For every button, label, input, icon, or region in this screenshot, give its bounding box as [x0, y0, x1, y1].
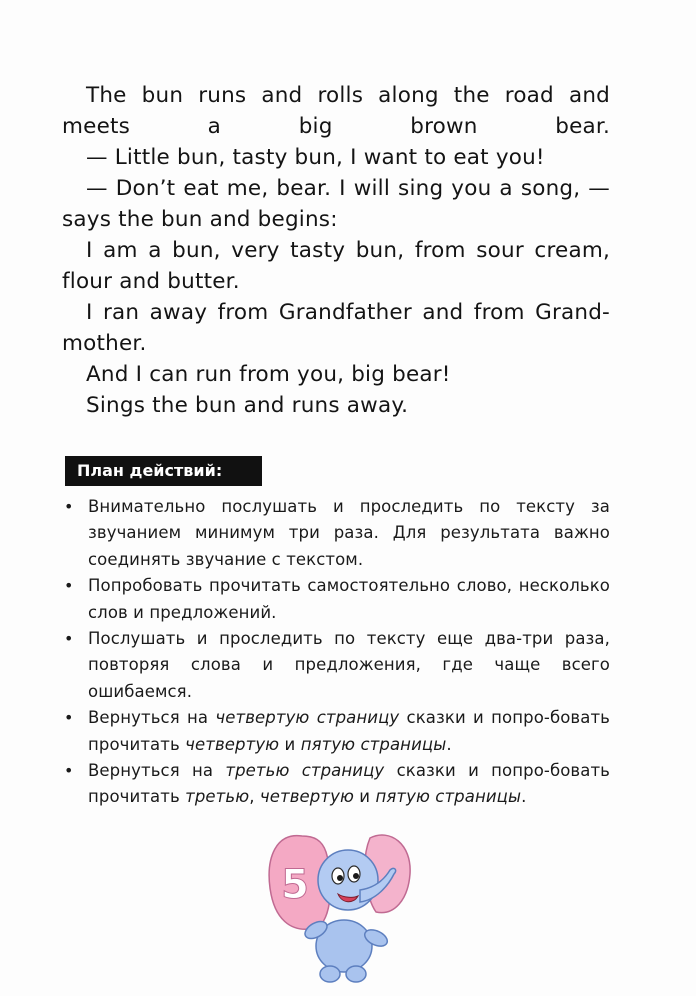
plan-item-text: Вернуться на — [88, 708, 216, 728]
story-line: — Little bun, tasty bun, I want to eat you! — [86, 145, 545, 170]
elephant-pupil — [337, 875, 343, 881]
plan-item — [62, 573, 610, 626]
plan-item-text: Попробовать прочитать самостоятельно слово, несколько слов и предложений. — [88, 576, 610, 622]
page-number: 5 — [281, 862, 309, 908]
bullet-icon: • — [64, 708, 74, 728]
plan-item-italic: пятую страницы — [375, 787, 522, 807]
story-text — [62, 80, 610, 421]
plan-item-text: , — [249, 787, 260, 807]
plan-item-italic: пятую страницы — [300, 734, 447, 754]
plan-item-text: сказки и попро-бовать прочитать — [88, 708, 610, 754]
plan-item-text: Внимательно послушать и проследить по тексту за звучанием минимум три раза. Для результата важно соединять звучание с текстом. — [88, 497, 610, 569]
elephant-mascot-icon — [262, 818, 418, 988]
elephant-pupil — [353, 873, 359, 879]
story-line: I am a bun, very tasty bun, from sour cream, flour and butter. — [62, 238, 610, 294]
bullet-icon: • — [64, 761, 74, 781]
bullet-icon: • — [64, 497, 74, 516]
plan-item-text: и — [279, 734, 301, 754]
plan-item-text: сказки и попро-бовать прочитать — [88, 761, 611, 807]
elephant-leg — [320, 966, 340, 982]
elephant-leg — [346, 966, 366, 982]
plan-item-italic: третью — [185, 787, 250, 807]
bullet-icon: • — [64, 576, 74, 596]
plan-item-italic: четвертую страницу — [215, 708, 400, 728]
plan-item-text: . — [446, 734, 452, 754]
story-line: I ran away from Grandfather and from Grand-mother. — [62, 300, 610, 356]
plan-item — [62, 494, 610, 573]
story-line: And I can run from you, big bear! — [86, 362, 451, 387]
story-line: The bun runs and rolls along the road and meets a big brown bear. — [62, 83, 610, 139]
plan-item-italic: четвертую — [259, 787, 354, 807]
story-line: Sings the bun and runs away. — [86, 393, 409, 418]
plan-item-text: и — [353, 787, 376, 807]
plan-item — [62, 705, 610, 758]
plan-item-text: Послушать и проследить по тексту еще два-три раза, повторяя слова и предложения, где чаще всего ошибаемся. — [88, 629, 610, 701]
plan-list — [62, 494, 610, 811]
plan-item — [62, 758, 610, 811]
plan-item-italic: третью страницу — [225, 761, 385, 781]
plan-item-text: . — [521, 787, 527, 807]
story-line: — Don’t eat me, bear. I will sing you a song, — says the bun and begins: — [62, 176, 610, 232]
plan-item — [62, 626, 610, 705]
plan-item-text: Вернуться на — [88, 761, 226, 781]
plan-item-italic: четвертую — [185, 734, 280, 754]
plan-heading: План действий: — [65, 456, 262, 486]
bullet-icon: • — [64, 629, 74, 649]
